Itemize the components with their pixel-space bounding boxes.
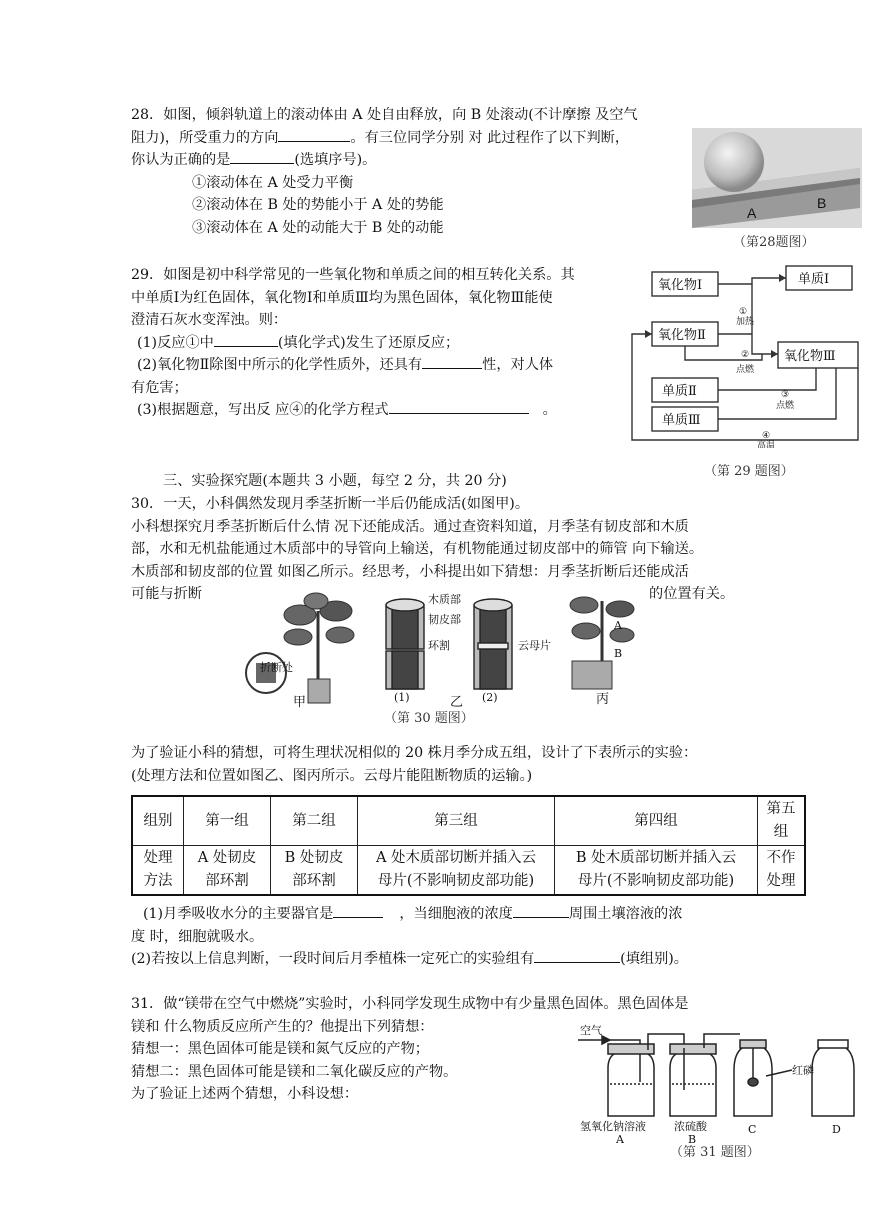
label-stem-2: (2) — [482, 691, 498, 704]
q30-blank-2[interactable] — [513, 903, 569, 918]
table-header: 第一组 — [184, 796, 271, 846]
q31-line-3: 猜想一：黑色固体可能是镁和氮气反应的产物； — [131, 1041, 429, 1057]
q31-line-1: 31．做“镁带在空气中燃烧”实验时，小科同学发现生成物中有少量黑色固体。黑色固体是 — [131, 996, 689, 1012]
q29-line-5a: (2)氧化物Ⅱ除图中所示的化学性质外，还具有 — [137, 357, 423, 373]
q29-blank-1[interactable] — [214, 332, 278, 347]
q31-apparatus-figure — [570, 1022, 862, 1144]
q28-label-b: B — [817, 195, 827, 211]
q30-s2b: (填组别)。 — [620, 951, 688, 967]
q29-line-3: 澄清石灰水变浑浊。则： — [131, 312, 288, 328]
q28-option-3: ③滚动体在 A 处的动能大于 B 处的动能 — [192, 219, 444, 236]
label-red-phosphorus: 红磷 — [792, 1064, 814, 1077]
q30-experiment-table — [131, 795, 806, 896]
q31-caption: （第 31 题图） — [670, 1145, 760, 1160]
q29-line-4b: (填化学式)发生了还原反应； — [277, 334, 460, 351]
label-air: 空气 — [580, 1024, 602, 1037]
q28-option-2: ②滚动体在 B 处的势能小于 A 处的势能 — [192, 197, 444, 213]
q30-blank-1[interactable] — [333, 903, 383, 918]
table-header: 组别 — [132, 796, 184, 846]
label-bing: 丙 — [596, 692, 610, 707]
q28-figure — [692, 128, 862, 228]
q30-s1c: 周围土壤溶液的浓 — [568, 906, 683, 922]
q30-s1d: 度 时，细胞就吸水。 — [131, 928, 264, 945]
q30-caption: （第 30 题图） — [384, 711, 474, 726]
reaction-4-mark: ④ — [762, 431, 771, 441]
q30-line-1: 30．一天，小科偶然发现月季茎折断一半后仍能成活(如图甲)。 — [131, 496, 530, 512]
label-stem-1: (1) — [394, 691, 410, 704]
label-yi: 乙 — [450, 695, 464, 709]
q30-line-3: 部，水和无机盐能通过木质部中的导管向上输送，有机物能通过韧皮部中的筛管 向下输送。 — [131, 541, 704, 557]
q30-blank-3[interactable] — [534, 948, 620, 963]
reaction-1-mark: ① — [739, 307, 748, 317]
q28-line-3a: 你认为正确的是 — [131, 152, 231, 168]
table-header: 第四组 — [555, 796, 758, 846]
q28-blank-2[interactable] — [230, 149, 294, 164]
reaction-1-cond: 加热 — [736, 317, 755, 327]
table-header: 第五组 — [758, 796, 806, 846]
q28-option-1: ①滚动体在 A 处受力平衡 — [192, 174, 354, 191]
q30-line-5b: 的位置有关。 — [649, 586, 735, 602]
table-cell: A 处木质部切断并插入云 母片(不影响韧皮部功能) — [358, 846, 555, 896]
q30-s1a: (1)月季吸收水分的主要器官是 — [143, 906, 334, 922]
reaction-2-mark: ② — [741, 350, 750, 360]
label-conc-h2so4: 浓硫酸 — [674, 1120, 707, 1133]
q30-line-2: 小科想探究月季茎折断后什么情 况下还能成活。通过查资料知道，月季茎有韧皮部和木质 — [131, 518, 689, 535]
table-cell: 不作 处理 — [758, 846, 806, 896]
reaction-3-cond: 点燃 — [776, 401, 795, 411]
label-break-point: 折断处 — [260, 661, 293, 674]
label-jia: 甲 — [293, 695, 307, 709]
q30-p2: (处理方法和位置如图乙、图丙所示。云母片能阻断物质的运输。) — [131, 767, 533, 784]
q30-s1b: ，当细胞液的浓度 — [399, 906, 513, 922]
q29-line-7b: 。 — [542, 402, 557, 418]
label-bottle-a: A — [616, 1133, 624, 1144]
reaction-3-mark: ③ — [781, 390, 790, 400]
q28-blank-1[interactable] — [278, 127, 350, 142]
label-element-3: 单质Ⅲ — [662, 413, 701, 428]
q29-line-6: 有危害； — [131, 379, 188, 396]
q29-line-4a: (1)反应①中 — [137, 334, 214, 351]
q28-caption: （第28题图） — [733, 235, 815, 250]
label-bottle-d: D — [832, 1123, 841, 1136]
question-30 — [131, 493, 703, 606]
table-cell: B 处木质部切断并插入云 母片(不影响韧皮部功能) — [555, 846, 758, 896]
label-point-b: B — [614, 647, 623, 660]
table-header-row — [132, 796, 805, 846]
q30-subquestions — [131, 903, 688, 971]
table-cell: B 处韧皮 部环割 — [271, 846, 358, 896]
q30-line-5a: 可能与折断 — [131, 586, 202, 602]
label-bottle-c: C — [748, 1123, 757, 1136]
reaction-4-cond: 高温 — [757, 441, 776, 448]
table-row — [132, 846, 805, 896]
q29-line-2: 中单质Ⅰ为红色固体，氧化物Ⅰ和单质Ⅲ均为黑色固体，氧化物Ⅲ能使 — [131, 289, 553, 306]
question-28 — [131, 104, 638, 239]
q29-line-7a: (3)根据题意，写出反 应④的化学方程式 — [137, 402, 389, 418]
q31-line-4: 猜想二：黑色固体可能是镁和二氧化碳反应的产物。 — [131, 1063, 458, 1080]
q31-line-5: 为了验证上述两个猜想，小科设想： — [131, 1086, 359, 1102]
label-oxide-2: 氧化物Ⅱ — [658, 328, 706, 343]
label-xylem: 木质部 — [428, 593, 461, 606]
q29-caption: （第 29 题图） — [704, 464, 794, 479]
inclined-track-image — [692, 128, 862, 228]
q29-blank-2[interactable] — [422, 354, 482, 369]
question-29 — [131, 264, 575, 422]
label-element-2: 单质Ⅱ — [662, 384, 697, 399]
q28-line-2b: 。有三位同学分别 对 此过程作了以下判断， — [350, 129, 630, 146]
q30-s2a: (2)若按以上信息判断，一段时间后月季植株一定死亡的实验组有 — [131, 951, 535, 967]
q29-line-5b: 性，对人体 — [482, 357, 554, 373]
q28-label-a: A — [747, 205, 757, 221]
label-phloem: 韧皮部 — [428, 613, 461, 626]
label-element-1: 单质Ⅰ — [798, 272, 830, 287]
q28-line-2a: 阻力)，所受重力的方向 — [131, 129, 279, 146]
label-mica: 云母片 — [518, 639, 551, 652]
label-bottle-b: B — [688, 1133, 697, 1144]
q31-line-2: 镁和 什么物质反应所产生的？他提出下列猜想： — [131, 1018, 434, 1035]
q29-diagram — [626, 262, 864, 448]
section-3-heading: 三、实验探究题(本题共 3 小题，每空 2 分，共 20 分) — [163, 473, 507, 489]
label-oxide-1: 氧化物Ⅰ — [658, 278, 703, 293]
q28-line-1: 28．如图，倾斜轨道上的滚动体由 A 处自由释放，向 B 处滚动(不计摩擦 及空气 — [131, 107, 638, 123]
table-header: 第三组 — [358, 796, 555, 846]
label-ring-cut: 环割 — [428, 639, 450, 652]
q30-line-4: 木质部和韧皮部的位置 如图乙所示。经思考，小科提出如下猜想：月季茎折断后还能成活 — [131, 563, 689, 580]
table-cell: 处理 方法 — [132, 846, 184, 896]
q30-paragraph — [131, 742, 697, 787]
label-oxide-3: 氧化物Ⅲ — [784, 349, 836, 364]
reaction-2-cond: 点燃 — [736, 365, 755, 375]
q29-line-1: 29．如图是初中科学常见的一些氧化物和单质之间的相互转化关系。其 — [131, 267, 575, 283]
table-header: 第二组 — [271, 796, 358, 846]
table-cell: A 处韧皮 部环割 — [184, 846, 271, 896]
q29-blank-3[interactable] — [389, 399, 529, 414]
q30-p1: 为了验证小科的猜想，可将生理状况相似的 20 株月季分成五组，设计了下表所示的实验： — [131, 745, 698, 761]
q28-line-3b: (选填序号)。 — [294, 152, 377, 168]
q30-figure — [238, 591, 648, 709]
label-naoh-solution: 氢氧化钠溶液 — [580, 1120, 646, 1133]
label-point-a: A — [614, 619, 622, 632]
